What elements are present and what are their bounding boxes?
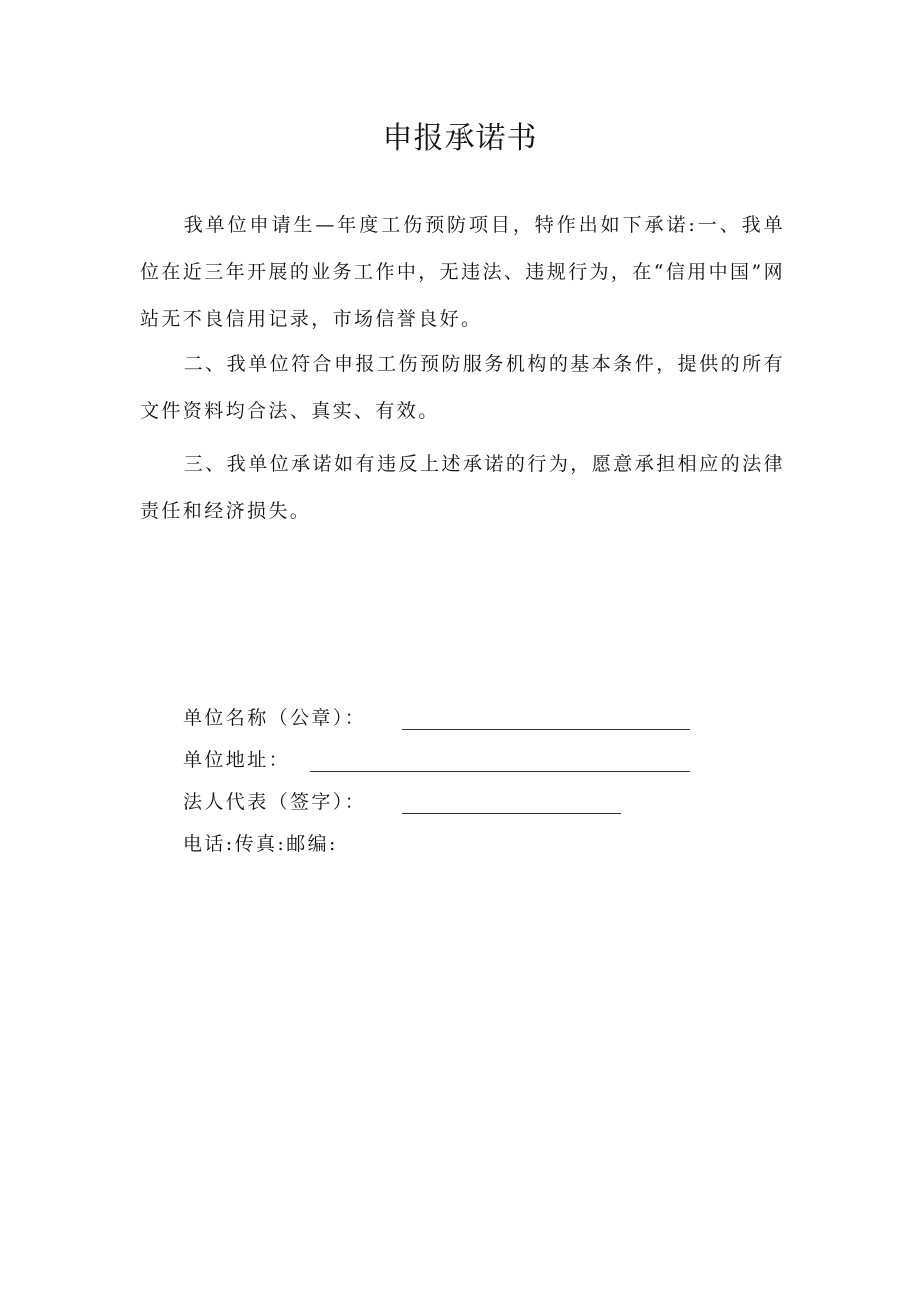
signature-block: [183, 700, 743, 868]
unit-name-label: 单位名称（公章）：: [183, 707, 367, 729]
commitment-paragraph-2: 二、我单位符合申报工伤预防服务机构的基本条件，提供的所有文件资料均合法、真实、有效。: [140, 353, 785, 422]
unit-name-row: [183, 700, 743, 742]
unit-address-row: [183, 742, 743, 784]
unit-address-label: 单位地址：: [183, 749, 291, 771]
unit-address-blank[interactable]: [310, 771, 690, 772]
legal-rep-label: 法人代表（签字）：: [183, 791, 367, 813]
legal-rep-row: [183, 784, 743, 826]
commitment-paragraph-3: 三、我单位承诺如有违反上述承诺的行为，愿意承担相应的法律责任和经济损失。: [140, 453, 785, 522]
contact-row: [183, 826, 743, 868]
unit-name-blank[interactable]: [402, 729, 690, 730]
document-title: 申报承诺书: [382, 121, 538, 156]
legal-rep-blank[interactable]: [402, 813, 621, 814]
commitment-paragraph-1: 我单位申请生—年度工伤预防项目，特作出如下承诺:一、我单位在近三年开展的业务工作中，无违法、违规行为，在“信用中国”网站无不良信用记录，市场信誉良好。: [140, 214, 785, 330]
contact-line: 电话:传真:邮编:: [183, 833, 338, 855]
